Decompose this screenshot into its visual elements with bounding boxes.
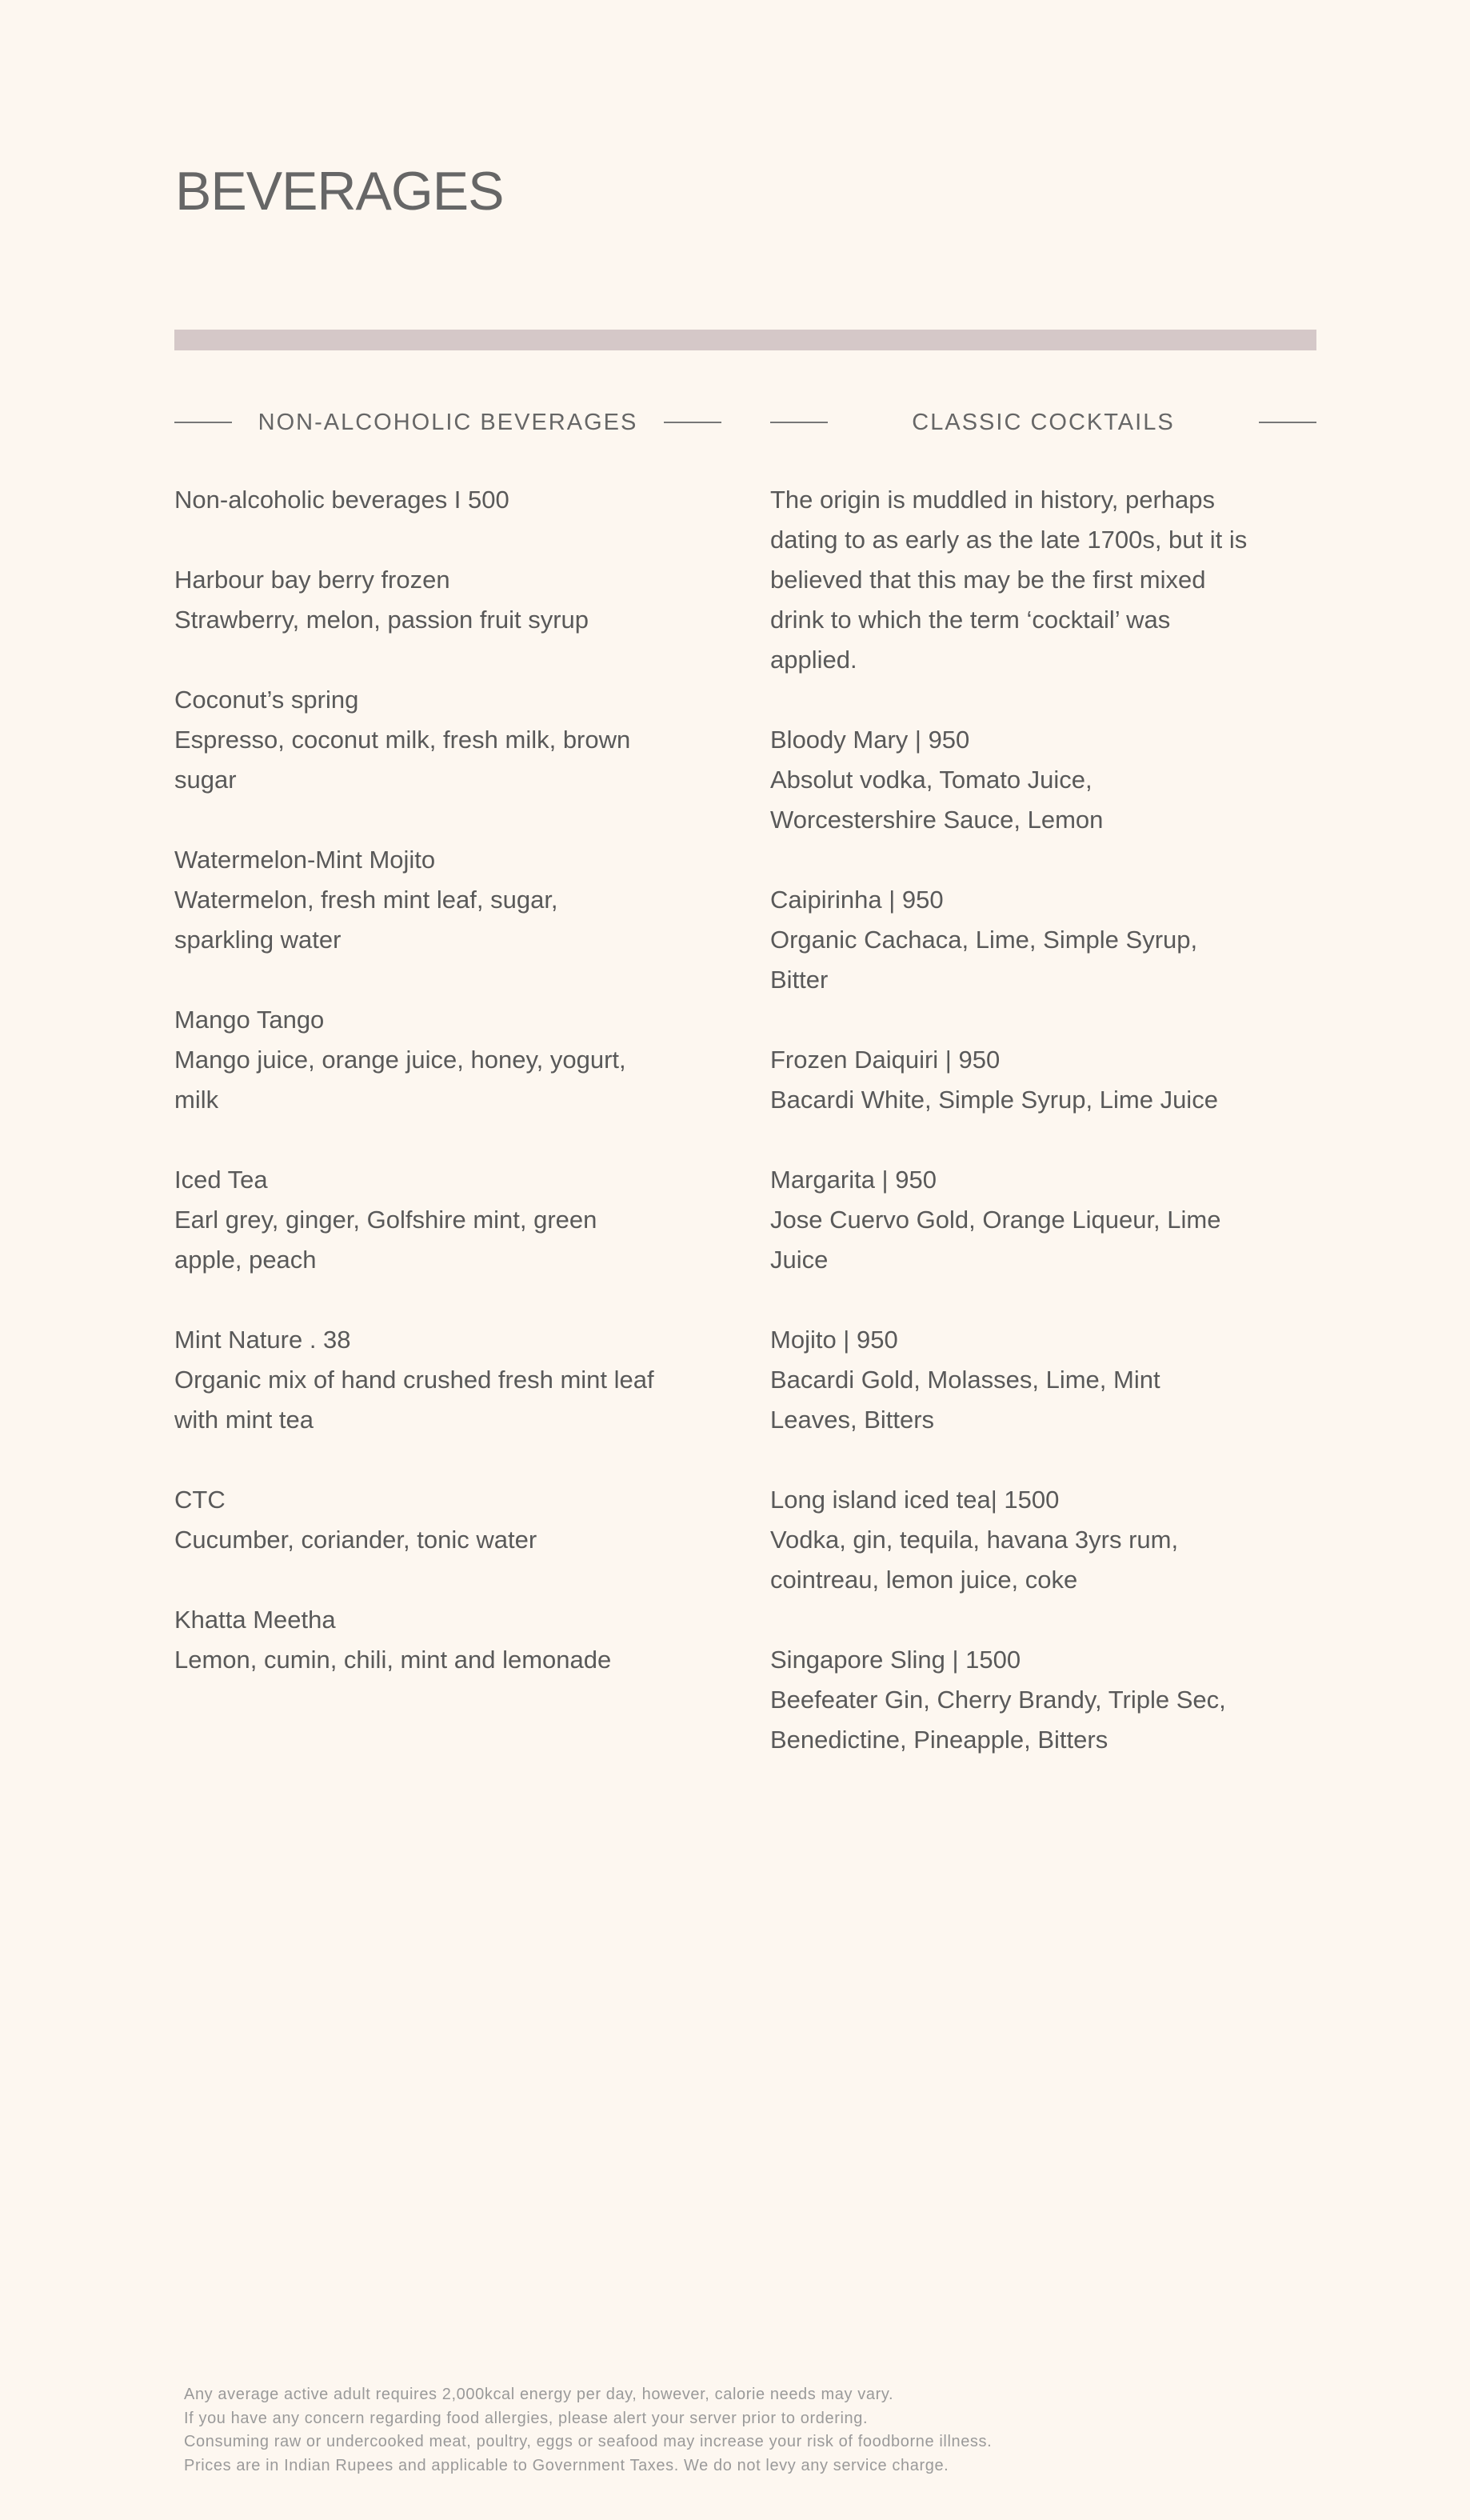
- item-description: Cucumber, coriander, tonic water: [174, 1526, 537, 1554]
- item-name: Caipirinha | 950: [770, 886, 944, 914]
- menu-item: [174, 560, 654, 640]
- footer-line: Any average active adult requires 2,000kcal energy per day, however, calorie needs may vary.: [184, 2386, 894, 2403]
- item-name: Non-alcoholic beverages I 500: [174, 486, 509, 514]
- item-name: Watermelon-Mint Mojito: [174, 846, 436, 874]
- accent-divider-bar: [174, 330, 1316, 350]
- menu-item: [174, 480, 654, 520]
- cocktails-list: [770, 480, 1250, 1800]
- item-description: Bacardi White, Simple Syrup, Lime Juice: [770, 1086, 1218, 1114]
- non-alcoholic-heading: NON-ALCOHOLIC BEVERAGES: [258, 409, 638, 435]
- menu-item: [174, 1000, 654, 1120]
- non-alcoholic-list: [174, 480, 654, 1720]
- menu-item: [770, 720, 1250, 840]
- item-name: Long island iced tea| 1500: [770, 1486, 1060, 1514]
- item-name: Mango Tango: [174, 1006, 325, 1034]
- menu-item: [770, 880, 1250, 1000]
- menu-item: [174, 1160, 654, 1280]
- item-description: Earl grey, ginger, Golfshire mint, green apple, peach: [174, 1206, 597, 1274]
- item-description: Organic mix of hand crushed fresh mint leaf with mint tea: [174, 1366, 654, 1434]
- item-name: Harbour bay berry frozen: [174, 566, 450, 594]
- item-description: Lemon, cumin, chili, mint and lemonade: [174, 1646, 612, 1674]
- menu-item: [174, 1320, 654, 1440]
- menu-item: [770, 1040, 1250, 1120]
- header-rule-left: [770, 422, 828, 423]
- page-title: BEVERAGES: [175, 161, 504, 222]
- non-alcoholic-section-header: [174, 406, 721, 438]
- cocktails-section-header: [770, 406, 1316, 438]
- menu-item: [174, 840, 654, 960]
- footer-line: Consuming raw or undercooked meat, poultry, eggs or seafood may increase your risk of foodborne illness.: [184, 2433, 993, 2450]
- cocktails-intro: The origin is muddled in history, perhaps dating to as early as the late 1700s, but it is believed that this may be the first mixed drink to which the term ‘cocktail’ was applied.: [770, 486, 1248, 674]
- item-description: Mango juice, orange juice, honey, yogurt, milk: [174, 1046, 626, 1114]
- header-rule-right: [1259, 422, 1316, 423]
- item-name: Margarita | 950: [770, 1166, 937, 1194]
- menu-item: [174, 680, 654, 800]
- item-name: Singapore Sling | 1500: [770, 1646, 1021, 1674]
- menu-item: [174, 1480, 654, 1560]
- item-description: Absolut vodka, Tomato Juice, Worcestershire Sauce, Lemon: [770, 766, 1104, 834]
- item-name: Iced Tea: [174, 1166, 268, 1194]
- menu-item: [174, 1600, 654, 1680]
- menu-item: [770, 1320, 1250, 1440]
- menu-item: [770, 1480, 1250, 1600]
- menu-item: [770, 1640, 1250, 1760]
- header-rule-right: [664, 422, 721, 423]
- item-description: Strawberry, melon, passion fruit syrup: [174, 606, 589, 634]
- item-name: Khatta Meetha: [174, 1606, 336, 1634]
- item-description: Vodka, gin, tequila, havana 3yrs rum, cointreau, lemon juice, coke: [770, 1526, 1179, 1594]
- item-description: Espresso, coconut milk, fresh milk, brown sugar: [174, 726, 631, 794]
- item-description: Bacardi Gold, Molasses, Lime, Mint Leaves, Bitters: [770, 1366, 1160, 1434]
- item-description: Beefeater Gin, Cherry Brandy, Triple Sec, Benedictine, Pineapple, Bitters: [770, 1686, 1226, 1754]
- item-name: Mint Nature . 38: [174, 1326, 351, 1354]
- header-rule-left: [174, 422, 232, 423]
- item-name: Frozen Daiquiri | 950: [770, 1046, 1001, 1074]
- item-description: Organic Cachaca, Lime, Simple Syrup, Bitter: [770, 926, 1198, 994]
- item-description: Watermelon, fresh mint leaf, sugar, sparkling water: [174, 886, 558, 954]
- menu-item: [770, 1160, 1250, 1280]
- cocktails-heading: CLASSIC COCKTAILS: [912, 409, 1175, 435]
- footer-line: Prices are in Indian Rupees and applicable to Government Taxes. We do not levy any service charge.: [184, 2456, 949, 2474]
- item-name: Mojito | 950: [770, 1326, 898, 1354]
- item-name: Coconut’s spring: [174, 686, 359, 714]
- item-name: Bloody Mary | 950: [770, 726, 970, 754]
- item-name: CTC: [174, 1486, 226, 1514]
- footer-line: If you have any concern regarding food allergies, please alert your server prior to ordering.: [184, 2409, 869, 2427]
- footer-disclaimer: [184, 2383, 992, 2478]
- item-description: Jose Cuervo Gold, Orange Liqueur, Lime Juice: [770, 1206, 1221, 1274]
